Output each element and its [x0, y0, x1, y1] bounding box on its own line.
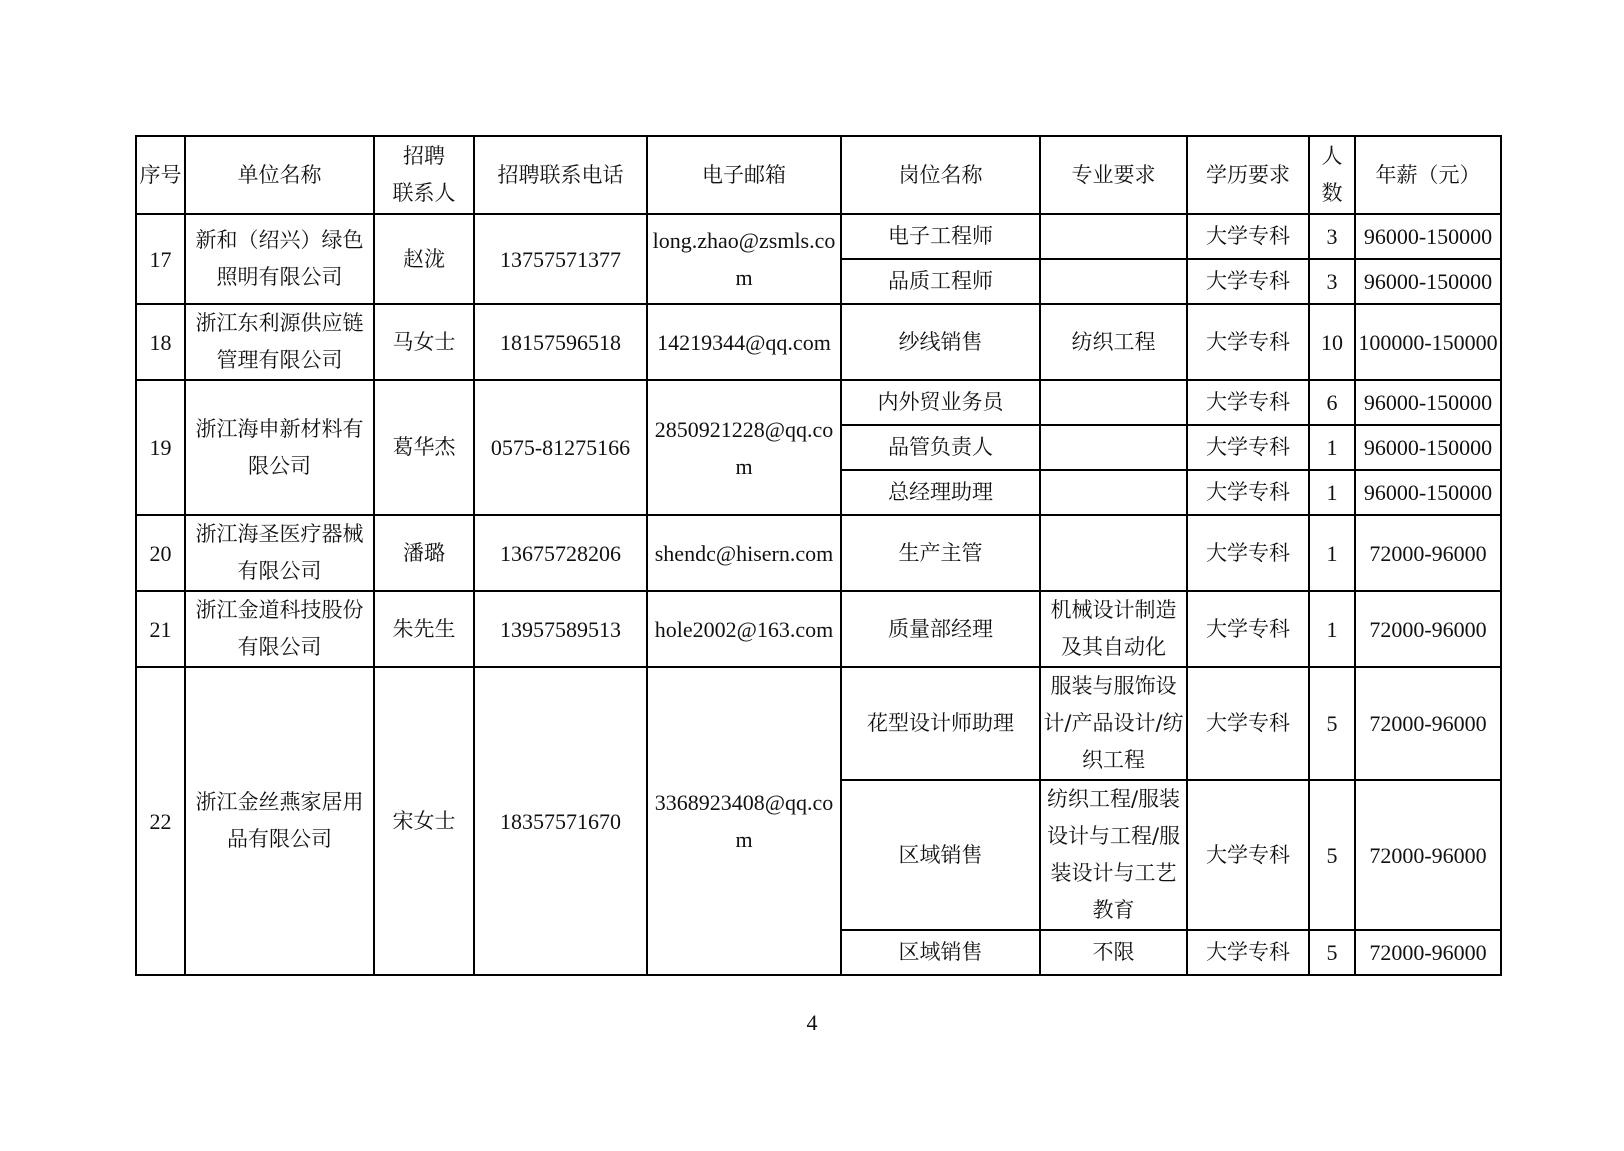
education-cell: 大学专科	[1187, 591, 1309, 667]
education-cell: 大学专科	[1187, 667, 1309, 780]
company-name-cell: 浙江海圣医疗器械有限公司	[185, 515, 374, 591]
header-count: 人数	[1309, 136, 1355, 214]
major-cell: 服装与服饰设计/产品设计/纺织工程	[1040, 667, 1187, 780]
salary-cell: 96000-150000	[1355, 470, 1501, 515]
contact-person-cell: 潘璐	[374, 515, 474, 591]
headcount-cell: 3	[1309, 259, 1355, 304]
headcount-cell: 1	[1309, 515, 1355, 591]
contact-person-cell: 朱先生	[374, 591, 474, 667]
phone-cell: 13757571377	[474, 214, 647, 304]
major-cell	[1040, 259, 1187, 304]
company-name-cell: 浙江东利源供应链管理有限公司	[185, 304, 374, 380]
phone-cell: 18157596518	[474, 304, 647, 380]
salary-cell: 72000-96000	[1355, 667, 1501, 780]
company-name-cell: 浙江海申新材料有限公司	[185, 380, 374, 515]
position-title-cell: 花型设计师助理	[841, 667, 1040, 780]
major-cell	[1040, 380, 1187, 425]
seq-cell: 19	[136, 380, 185, 515]
email-cell: 14219344@qq.com	[647, 304, 841, 380]
salary-cell: 96000-150000	[1355, 259, 1501, 304]
headcount-cell: 1	[1309, 591, 1355, 667]
contact-person-cell: 宋女士	[374, 667, 474, 975]
email-cell: shendc@hisern.com	[647, 515, 841, 591]
header-contact-person: 招聘 联系人	[374, 136, 474, 214]
headcount-cell: 5	[1309, 667, 1355, 780]
header-position: 岗位名称	[841, 136, 1040, 214]
table-row	[136, 304, 1501, 380]
headcount-cell: 6	[1309, 380, 1355, 425]
position-title-cell: 品质工程师	[841, 259, 1040, 304]
headcount-cell: 5	[1309, 930, 1355, 975]
header-salary: 年薪（元）	[1355, 136, 1501, 214]
company-name-cell: 新和（绍兴）绿色照明有限公司	[185, 214, 374, 304]
position-title-cell: 纱线销售	[841, 304, 1040, 380]
header-phone: 招聘联系电话	[474, 136, 647, 214]
seq-cell: 21	[136, 591, 185, 667]
email-cell: hole2002@163.com	[647, 591, 841, 667]
email-cell: long.zhao@zsmls.com	[647, 214, 841, 304]
education-cell: 大学专科	[1187, 425, 1309, 470]
position-title-cell: 质量部经理	[841, 591, 1040, 667]
header-email: 电子邮箱	[647, 136, 841, 214]
header-company: 单位名称	[185, 136, 374, 214]
education-cell: 大学专科	[1187, 515, 1309, 591]
major-cell: 纺织工程/服装设计与工程/服装设计与工艺教育	[1040, 780, 1187, 930]
education-cell: 大学专科	[1187, 304, 1309, 380]
major-cell	[1040, 425, 1187, 470]
salary-cell: 96000-150000	[1355, 214, 1501, 259]
recruitment-table	[135, 135, 1502, 976]
table-row	[136, 591, 1501, 667]
position-title-cell: 生产主管	[841, 515, 1040, 591]
position-title-cell: 区域销售	[841, 930, 1040, 975]
table-body	[136, 214, 1501, 975]
headcount-cell: 1	[1309, 470, 1355, 515]
education-cell: 大学专科	[1187, 214, 1309, 259]
table-row	[136, 667, 1501, 780]
salary-cell: 96000-150000	[1355, 380, 1501, 425]
education-cell: 大学专科	[1187, 930, 1309, 975]
phone-cell: 18357571670	[474, 667, 647, 975]
contact-person-cell: 葛华杰	[374, 380, 474, 515]
phone-cell: 13957589513	[474, 591, 647, 667]
major-cell	[1040, 515, 1187, 591]
table-row	[136, 214, 1501, 259]
headcount-cell: 1	[1309, 425, 1355, 470]
salary-cell: 96000-150000	[1355, 425, 1501, 470]
seq-cell: 22	[136, 667, 185, 975]
seq-cell: 17	[136, 214, 185, 304]
contact-person-cell: 马女士	[374, 304, 474, 380]
company-name-cell: 浙江金丝燕家居用品有限公司	[185, 667, 374, 975]
major-cell: 纺织工程	[1040, 304, 1187, 380]
major-cell: 机械设计制造及其自动化	[1040, 591, 1187, 667]
header-education: 学历要求	[1187, 136, 1309, 214]
position-title-cell: 总经理助理	[841, 470, 1040, 515]
table-row	[136, 380, 1501, 425]
headcount-cell: 5	[1309, 780, 1355, 930]
education-cell: 大学专科	[1187, 780, 1309, 930]
header-seq: 序号	[136, 136, 185, 214]
position-title-cell: 电子工程师	[841, 214, 1040, 259]
position-title-cell: 内外贸业务员	[841, 380, 1040, 425]
salary-cell: 100000-150000	[1355, 304, 1501, 380]
seq-cell: 18	[136, 304, 185, 380]
header-major: 专业要求	[1040, 136, 1187, 214]
headcount-cell: 3	[1309, 214, 1355, 259]
salary-cell: 72000-96000	[1355, 780, 1501, 930]
table-header-row	[136, 136, 1501, 214]
position-title-cell: 区域销售	[841, 780, 1040, 930]
salary-cell: 72000-96000	[1355, 515, 1501, 591]
major-cell	[1040, 214, 1187, 259]
education-cell: 大学专科	[1187, 470, 1309, 515]
phone-cell: 0575-81275166	[474, 380, 647, 515]
major-cell: 不限	[1040, 930, 1187, 975]
salary-cell: 72000-96000	[1355, 930, 1501, 975]
education-cell: 大学专科	[1187, 259, 1309, 304]
company-name-cell: 浙江金道科技股份有限公司	[185, 591, 374, 667]
page-number: 4	[806, 1010, 818, 1035]
contact-person-cell: 赵泷	[374, 214, 474, 304]
salary-cell: 72000-96000	[1355, 591, 1501, 667]
seq-cell: 20	[136, 515, 185, 591]
major-cell	[1040, 470, 1187, 515]
email-cell: 3368923408@qq.com	[647, 667, 841, 975]
email-cell: 2850921228@qq.com	[647, 380, 841, 515]
table-row	[136, 515, 1501, 591]
education-cell: 大学专科	[1187, 380, 1309, 425]
phone-cell: 13675728206	[474, 515, 647, 591]
headcount-cell: 10	[1309, 304, 1355, 380]
position-title-cell: 品管负责人	[841, 425, 1040, 470]
